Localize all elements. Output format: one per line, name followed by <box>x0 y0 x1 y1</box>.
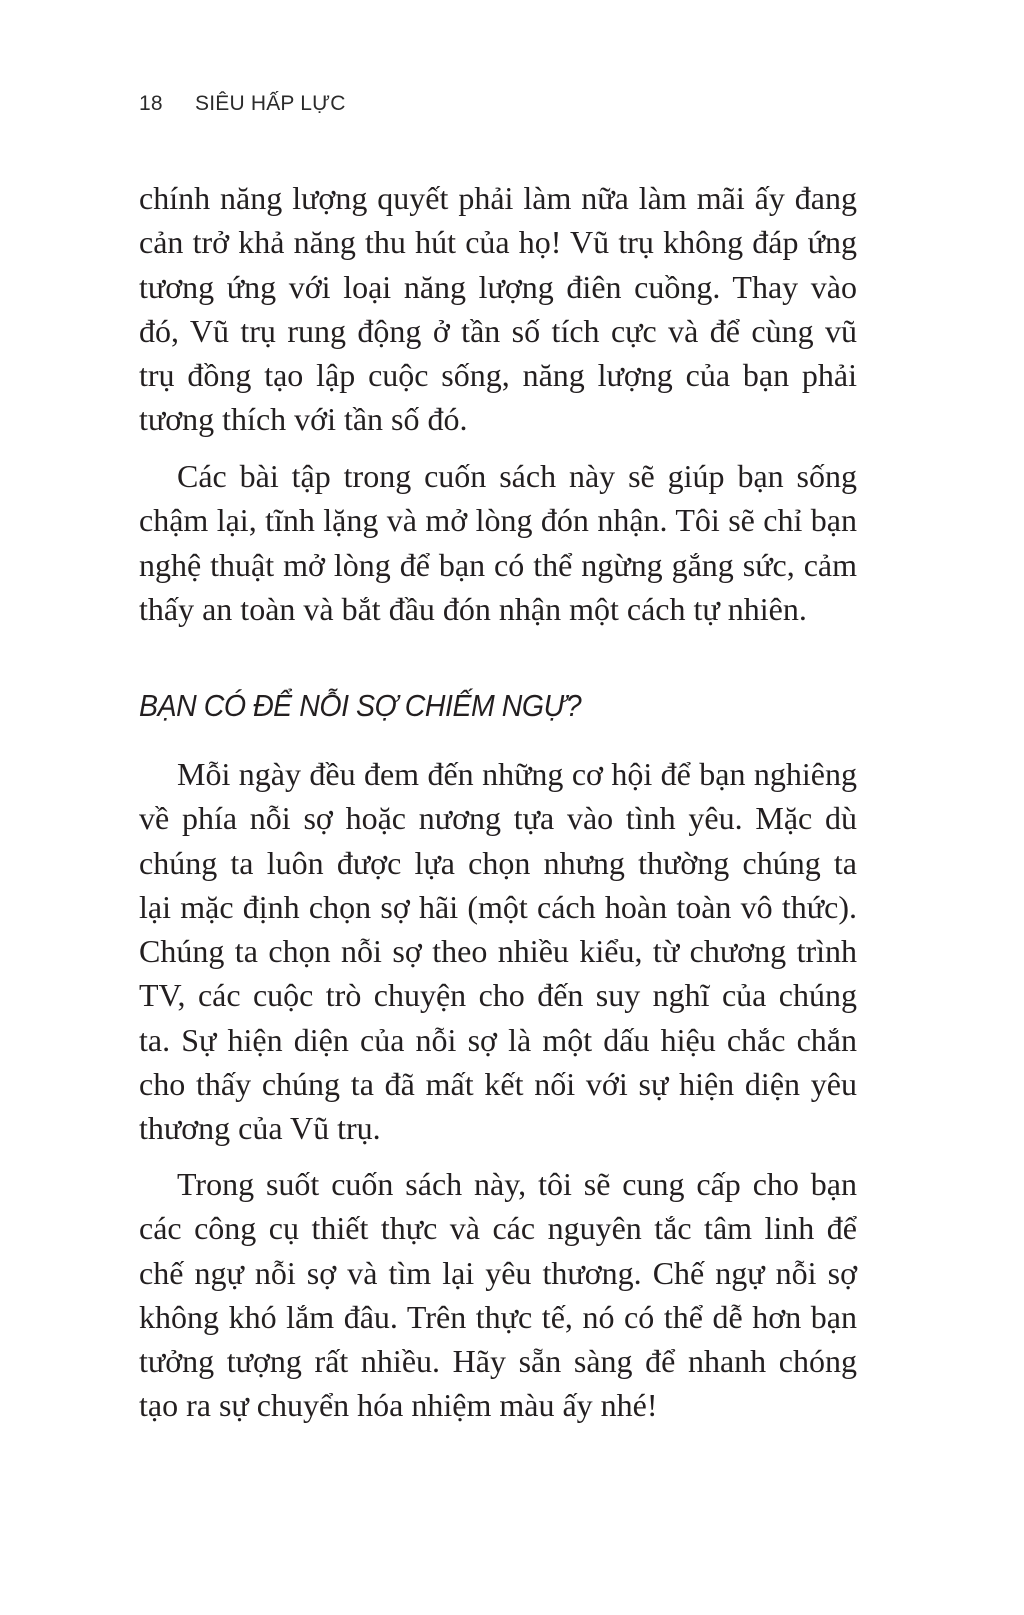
text-line: ta. Sự hiện diện của nỗi sợ là một dấu hiệu chắc chắn <box>139 1021 857 1058</box>
text-line: tương thích với tần số đó. <box>139 401 468 438</box>
text-line: Chúng ta chọn nỗi sợ theo nhiều kiểu, từ chương trình <box>139 933 857 970</box>
text-line: tưởng tượng rất nhiều. Hãy sẵn sàng để nhanh chóng <box>139 1343 857 1380</box>
text-line: cản trở khả năng thu hút của họ! Vũ trụ không đáp ứng <box>139 224 857 261</box>
section-heading: BẠN CÓ ĐỂ NỖI SỢ CHIẾM NGỰ? <box>139 688 582 723</box>
text-line: về phía nỗi sợ hoặc nương tựa vào tình yêu. Mặc dù <box>139 800 857 837</box>
text-line: không khó lắm đâu. Trên thực tế, nó có thể dễ hơn bạn <box>139 1298 857 1335</box>
text-line: Trong suốt cuốn sách này, tôi sẽ cung cấp cho bạn <box>177 1166 857 1202</box>
text-line: chế ngự nỗi sợ và tìm lại yêu thương. Chế ngự nỗi sợ <box>139 1254 857 1291</box>
text-line: đó, Vũ trụ rung động ở tần số tích cực và để cùng vũ <box>139 312 857 349</box>
text-line: nghệ thuật mở lòng để bạn có thể ngừng gắng sức, cảm <box>139 546 857 583</box>
text-line: trụ đồng tạo lập cuộc sống, năng lượng của bạn phải <box>139 357 857 394</box>
text-line: tương ứng với loại năng lượng điên cuồng. Thay vào <box>139 268 857 305</box>
paragraph-1 <box>139 176 857 442</box>
text-line: thương của Vũ trụ. <box>139 1110 381 1147</box>
text-line: chậm lại, tĩnh lặng và mở lòng đón nhận. Tôi sẽ chỉ bạn <box>139 502 857 539</box>
text-line: Mỗi ngày đều đem đến những cơ hội để bạn nghiêng <box>177 756 857 792</box>
book-title: SIÊU HẤP LỰC <box>195 92 346 115</box>
text-line: lại mặc định chọn sợ hãi (một cách hoàn toàn vô thức). <box>139 888 857 925</box>
text-line: các công cụ thiết thực và các nguyên tắc tâm linh để <box>139 1210 857 1247</box>
paragraph-3 <box>139 752 857 1151</box>
paragraph-4 <box>139 1162 857 1428</box>
running-header <box>139 92 346 122</box>
text-line: TV, các cuộc trò chuyện cho đến suy nghĩ của chúng <box>139 977 857 1014</box>
paragraph-2 <box>139 454 857 631</box>
text-line: tạo ra sự chuyển hóa nhiệm màu ấy nhé! <box>139 1387 658 1424</box>
page-number: 18 <box>139 92 163 115</box>
text-line: cho thấy chúng ta đã mất kết nối với sự hiện diện yêu <box>139 1066 857 1103</box>
text-line: chính năng lượng quyết phải làm nữa làm mãi ấy đang <box>139 180 857 216</box>
text-line: chúng ta luôn được lựa chọn nhưng thường chúng ta <box>139 844 857 881</box>
text-line: thấy an toàn và bắt đầu đón nhận một cách tự nhiên. <box>139 590 807 627</box>
text-line: Các bài tập trong cuốn sách này sẽ giúp bạn sống <box>177 458 857 494</box>
